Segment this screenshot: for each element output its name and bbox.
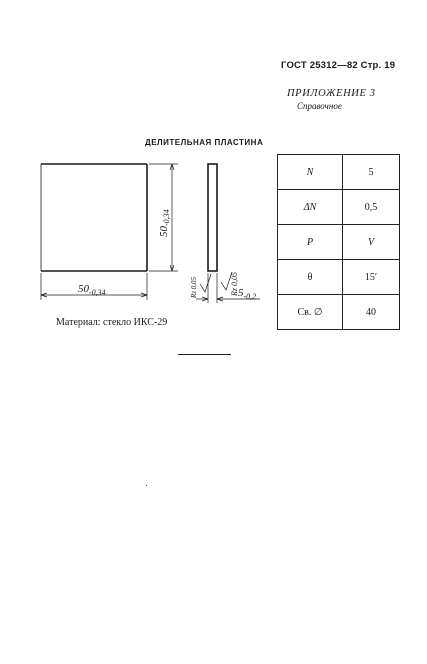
roughness-symbols [200, 272, 232, 292]
parameters-table [277, 154, 400, 330]
height-dimension-label: 50-0,34 [158, 209, 171, 237]
table-row [278, 295, 400, 330]
table-row [278, 260, 400, 295]
scan-speck [146, 485, 147, 486]
thickness-dimension-label: $5_{-0,2}$ [238, 287, 257, 301]
end-rule [178, 354, 231, 355]
value-cell: 5 [343, 155, 400, 190]
appendix-subtitle: Справочное [297, 101, 342, 111]
value-cell: V [343, 225, 400, 260]
plate-front-view [41, 164, 147, 271]
roughness-right-label: Rz 0,05 [230, 272, 239, 296]
param-cell: Св. ∅ [278, 295, 343, 330]
roughness-left-label: Rz 0,05 [190, 277, 198, 298]
param-cell: N [278, 155, 343, 190]
param-cell: θ [278, 260, 343, 295]
param-cell: P [278, 225, 343, 260]
value-cell: 40 [343, 295, 400, 330]
material-note: Материал: стекло ИКС-29 [56, 317, 168, 328]
value-cell: 15′ [343, 260, 400, 295]
table-row [278, 190, 400, 225]
param-cell: ΔN [278, 190, 343, 225]
figure-title: ДЕЛИТЕЛЬНАЯ ПЛАСТИНА [145, 138, 264, 147]
plate-side-view [208, 164, 217, 271]
value-cell: 0,5 [343, 190, 400, 225]
table-row [278, 155, 400, 190]
document-header: ГОСТ 25312—82 Стр. 19 [281, 60, 396, 71]
width-dimension-label: $50_{-0,34}$ [78, 283, 106, 297]
appendix-title: ПРИЛОЖЕНИЕ 3 [287, 88, 376, 99]
table-row [278, 225, 400, 260]
